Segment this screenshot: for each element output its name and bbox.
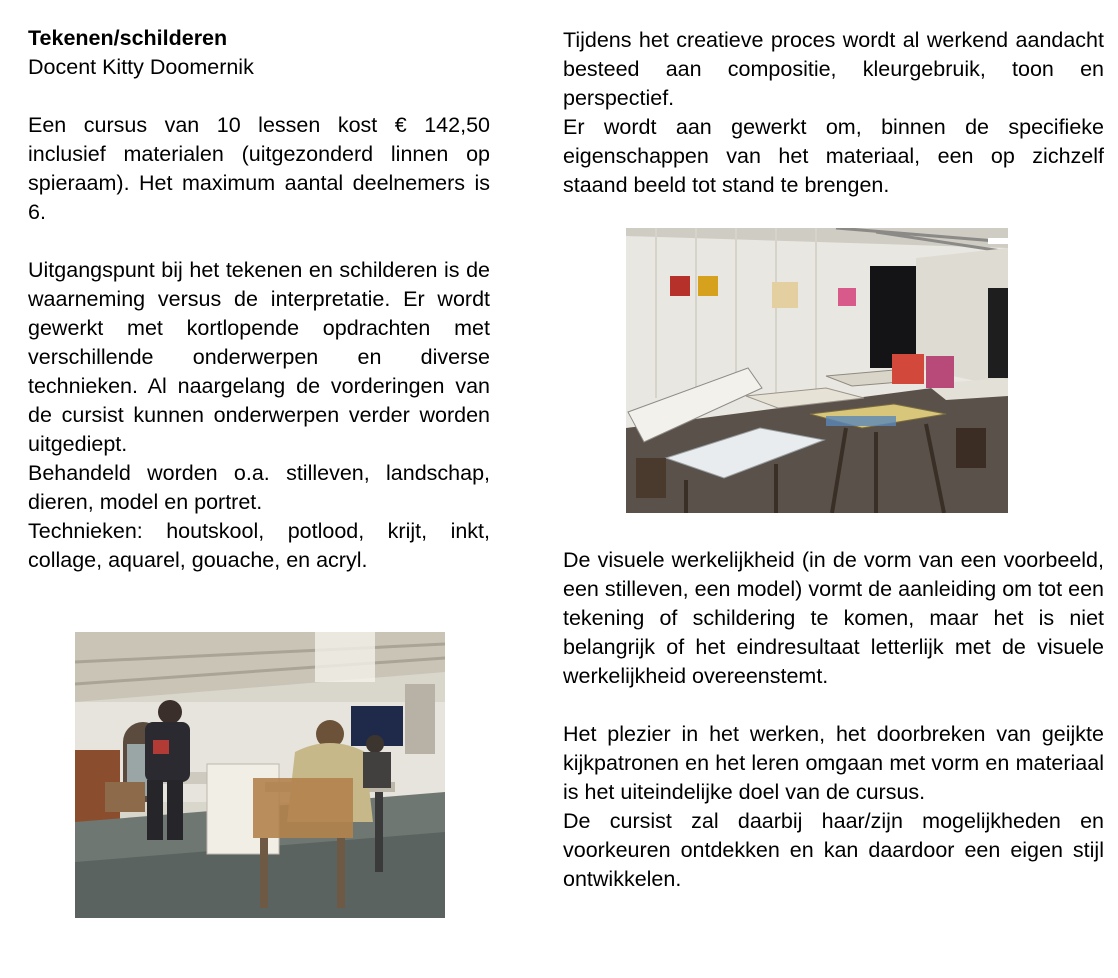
process-paragraph: Tijdens het creatieve proces wordt al werkend aandacht besteed aan compositie, kleurgebruik, toon en perspectief.: [563, 28, 1104, 110]
course-title: Tekenen/schilderen: [28, 26, 228, 50]
techniques-paragraph: Technieken: houtskool, potlood, krijt, inkt, collage, aquarel, gouache, en acryl.: [28, 519, 490, 572]
approach-paragraph: Uitgangspunt bij het tekenen en schilderen is de waarneming versus de interpretatie. Er wordt gewerkt met kortlopende opdrachten met verschillende onderwerpen en diverse technieken. Al naargelang de vorderingen van de cursist kunnen onderwerpen verder worden uitgediept.: [28, 258, 490, 456]
left-column: [28, 24, 490, 575]
pleasure-paragraph: Het plezier in het werken, het doorbreken van geijkte kijkpatronen en het leren omgaan met vorm en materiaal is het uiteindelijke doel van de cursus.: [563, 722, 1104, 804]
right-column-lower: [563, 546, 1104, 894]
style-paragraph: De cursist zal daarbij haar/zijn mogelijkheden en voorkeuren ontdekken en kan daardoor een eigen stijl ontwikkelen.: [563, 809, 1104, 891]
subjects-paragraph: Behandeld worden o.a. stilleven, landschap, dieren, model en portret.: [28, 461, 490, 514]
cost-paragraph: Een cursus van 10 lessen kost € 142,50 inclusief materialen (uitgezonderd linnen op spieraam). Het maximum aantal deelnemers is 6.: [28, 113, 490, 224]
teacher-line: Docent Kitty Doomernik: [28, 55, 254, 79]
studio-tables-photo: [626, 228, 1008, 513]
right-column: [563, 26, 1104, 200]
material-paragraph: Er wordt aan gewerkt om, binnen de specifieke eigenschappen van het materiaal, een op zichzelf staand beeld tot stand te brengen.: [563, 115, 1104, 197]
studio-students-photo: [75, 632, 445, 918]
reality-paragraph: De visuele werkelijkheid (in de vorm van een voorbeeld, een stilleven, een model) vormt de aanleiding om tot een tekening of schildering te komen, maar het is niet belangrijk of het eindresultaat letterlijk met de visuele werkelijkheid overeenstemt.: [563, 548, 1104, 688]
